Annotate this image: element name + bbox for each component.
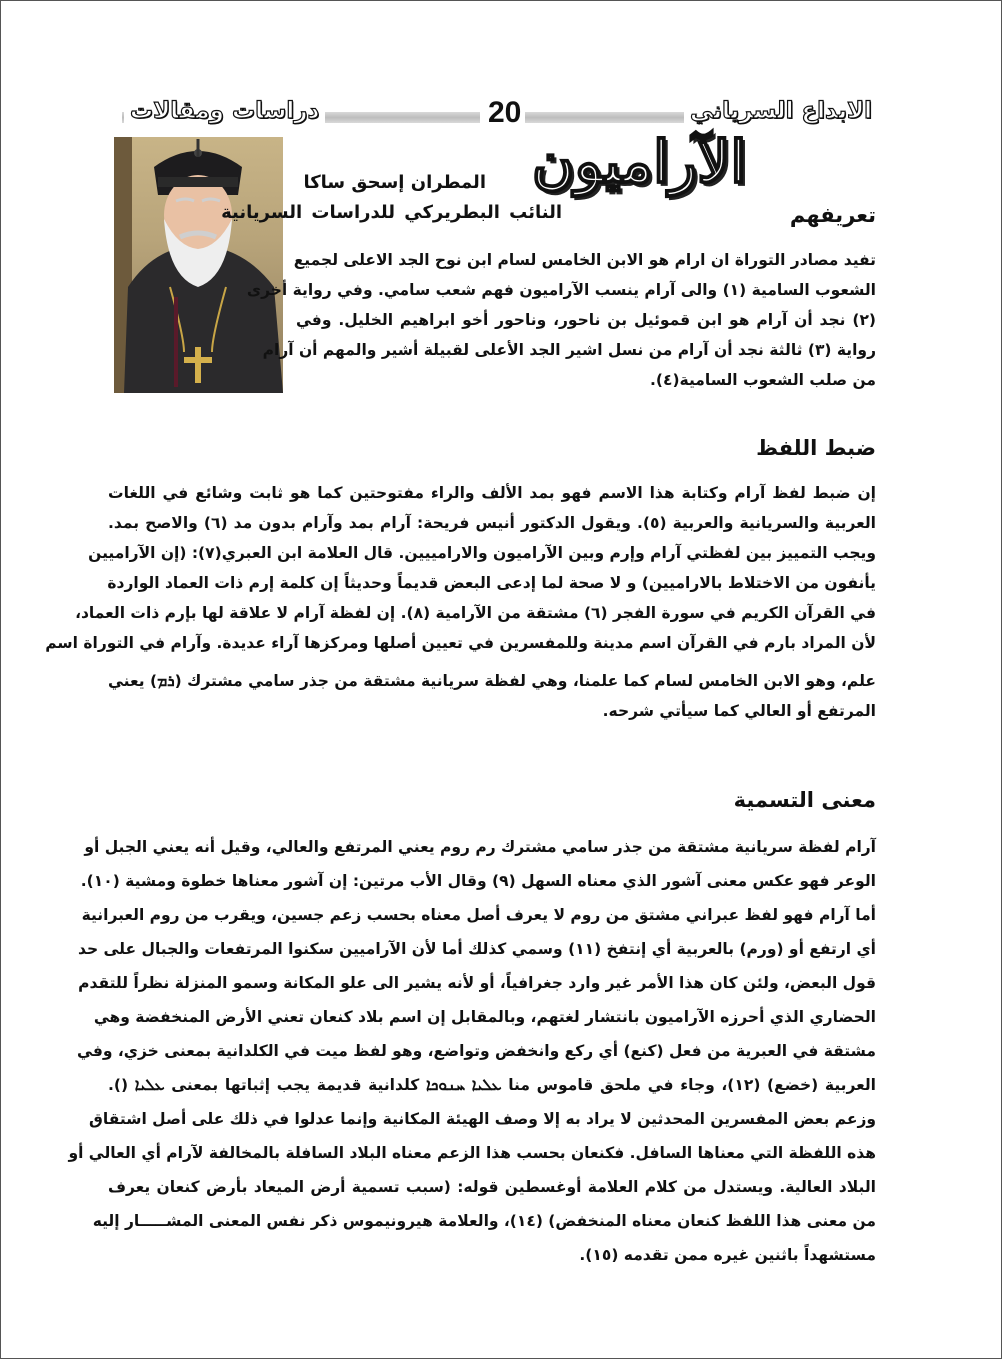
text-line: أي ارتفع أو (ورم) بالعربية أي إنتفخ (١١) وسمي كذلك أما لأن الآراميين سكنوا المرتفعات والجبال على حد — [77, 940, 876, 958]
page-number: 20 — [484, 96, 525, 130]
paragraph-naming — [68, 832, 876, 1270]
text-line: الوعر فهو عكس معنى آشور الذي معناه السهل (٩) وقال الأب مرتين: إن آشور معناها خطوة ومشية (١٠). — [80, 872, 876, 890]
text-line: قول البعض، ولئن كان هذا الأمر غير وارد جغرافياً، أو لأنه يشير الى علو المكانة وسمو المنزلة نظراً للتقدم — [78, 974, 876, 992]
text-line: وزعم بعض المفسرين المحدثين لا يراد به إلا وصف الهيئة المكانية وإنما عدلوا في ذلك على أصل اشتقاق — [89, 1110, 876, 1128]
text-line: آرام لفظة سريانية مشتقة من جذر سامي مشترك رم روم يعني المرتفع والعالي، وقيل أنه يعني الجبل أو — [84, 838, 876, 856]
text-line: يأنفون من الاختلاط بالاراميين) و لا صحة لما إدعى البعض قديماً وحديثاً إن كلمة إرم ذات العماد الواردة — [107, 574, 876, 592]
author-role: النائب البطريركي للدراسات السريانية — [221, 202, 562, 223]
text-line: مشتقة في العبرية من فعل (كنع) أي ركع وانخفض وتواضع، وهو لفظ ميت في الكلدانية بمعنى خزي، وفي — [77, 1042, 876, 1060]
text-line: البلاد العالية. ويستدل من كلام العلامة أوغسطين قوله: (سبب تسمية أرض الميعاد بأرض كنعان يعرف — [108, 1178, 876, 1196]
text-line: الشعوب السامية (١) والى آرام ينسب الآراميون فهم شعب سامي. وفي رواية أخرى — [246, 281, 876, 299]
text-line: رواية (٣) ثالثة نجد أن آرام من نسل اشير الجد الأعلى لقبيلة أشير والمهم أن آرام — [262, 341, 876, 359]
section-heading-definition: تعريفهم — [789, 203, 876, 227]
text-line: الحضاري الذي أحرزه الآراميون بانتشار لغتهم، وبالمقابل إن اسم بلاد كنعان تعني الأرض المنخفضة وهي — [93, 1008, 876, 1026]
text-line: العربية (خضع) (١٢)، وجاء في ملحق قاموس منا ܥܠܝܐ ܚܢܘܟܐ كلدانية قديمة يجب إثباتها بمعنى ܥܠܝܐ (). — [108, 1076, 876, 1094]
text-line: في القرآن الكريم في سورة الفجر (٦) مشتقة من الآرامية (٨). إن لفظة آرام لا علاقة لها بإرم ذات العماد، — [75, 604, 876, 622]
section-heading-naming: معنى التسمية — [733, 788, 876, 812]
author-name: المطران إسحق ساكا — [303, 172, 486, 193]
text-line: مستشهداً باثنين غيره ممن تقدمه (١٥). — [579, 1246, 876, 1264]
text-line: ويجب التمييز بين لفظتي آرام وإرم وبين الآراميون والارامييين. قال العلامة ابن العبري(٧): (إن الآراميين — [88, 544, 876, 562]
author-photo — [114, 137, 283, 393]
text-line: المرتفع أو العالي كما سيأتي شرحه. — [602, 702, 876, 720]
journal-name: الابداع السرياني — [684, 98, 878, 124]
article-title: الآراميون — [532, 128, 747, 196]
paragraph-pronunciation — [45, 478, 877, 726]
author-portrait-illustration — [114, 137, 283, 393]
text-line: أما آرام فهو لفظ عبراني مشتق من روم لا يعرف أصل معناه بحسب زعم جسين، ويقرب من روم العبرانية — [81, 906, 876, 924]
text-line: تفيد مصادر التوراة ان ارام هو الابن الخامس لسام ابن نوح الجد الاعلى لجميع — [293, 251, 876, 269]
text-line: إن ضبط لفظ آرام وكتابة هذا الاسم فهو بمد الألف والراء مفتوحتين كما هو ثابت وشائع في اللغات — [108, 484, 876, 502]
paragraph-definition — [246, 245, 876, 395]
text-line: من صلب الشعوب السامية(٤). — [650, 371, 876, 389]
text-line: علم، وهو الابن الخامس لسام كما علمنا، وهي لفظة سريانية مشتقة من جذر سامي مشترك (ܪܡ) يعني — [108, 672, 876, 690]
text-line: هذه اللفظة التي معناها السافل. فكنعان بحسب هذا الزعم معناه البلاد السافلة بالمخالفة لآرام أي العالي أو — [68, 1144, 876, 1162]
text-line: من معنى هذا اللفظ كنعان معناه المنخفض) (١٤)، والعلامة هيرونيموس ذكر نفس المعنى المشـــــار إليه — [92, 1212, 876, 1230]
section-name: دراسات ومقالات — [124, 98, 325, 124]
text-line: (٢) نجد أن آرام هو ابن قموئيل بن ناحور، وناحور أخو ابراهيم الخليل. وفي — [296, 311, 876, 329]
text-line: العربية والسريانية والعربية (٥). ويقول الدكتور أنيس فريحة: آرام بمد وآرام بدون مد (٦) والاصح بمد. — [108, 514, 877, 532]
section-heading-pronunciation: ضبط اللفظ — [756, 436, 876, 460]
text-line: لأن المراد بارم في القرآن اسم مدينة وللمفسرين في تعيين أصلها ومركزها آراء عديدة. وآرام في التوراة اسم — [45, 634, 876, 652]
